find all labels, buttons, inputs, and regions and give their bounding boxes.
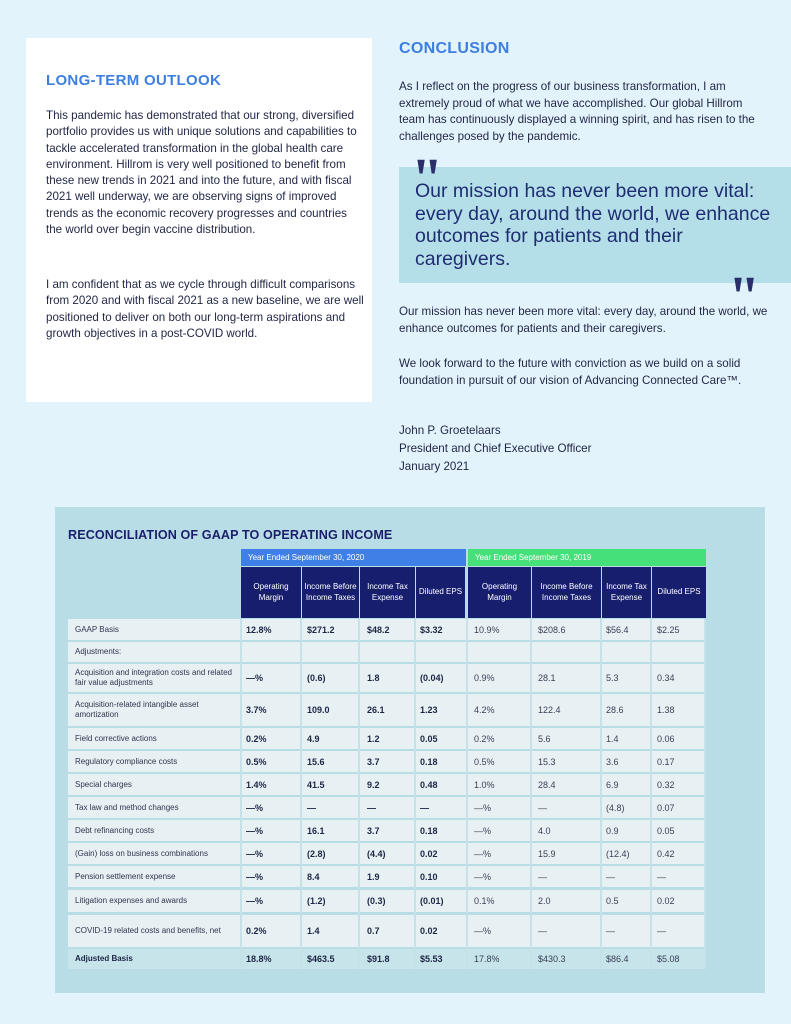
value-2019: 6.9 [606, 779, 619, 790]
value-2020: 0.18 [420, 756, 438, 767]
value-2020: 16.1 [307, 825, 325, 836]
value-2020: 0.48 [420, 779, 438, 790]
value-2020: 8.4 [307, 871, 320, 882]
value-2019: —% [474, 825, 492, 836]
value-2019: — [606, 871, 615, 882]
value-2019: 10.9% [474, 624, 500, 635]
value-2020: 0.02 [420, 848, 438, 859]
value-2019: $56.4 [606, 624, 629, 635]
value-2019: — [538, 802, 547, 813]
value-2020: 1.4% [246, 779, 267, 790]
value-2020: $463.5 [307, 954, 335, 964]
column-header: Income Tax Expense [360, 567, 415, 618]
column-divider [704, 619, 706, 969]
value-2019: $430.3 [538, 954, 566, 964]
row-label: COVID-19 related costs and benefits, net [75, 926, 221, 935]
value-2019: 1.38 [657, 705, 675, 715]
value-2019: 0.06 [657, 733, 675, 744]
column-header: Income Before Income Taxes [532, 567, 601, 618]
value-2020: 1.2 [367, 733, 380, 744]
column-header: Diluted EPS [652, 567, 706, 618]
column-divider [466, 619, 468, 969]
value-2019: $5.08 [657, 954, 680, 964]
value-2019: 1.0% [474, 779, 495, 790]
value-2019: —% [474, 871, 492, 882]
value-2019: 5.3 [606, 673, 619, 683]
value-2019: 0.34 [657, 673, 675, 683]
value-2020: 0.10 [420, 871, 438, 882]
value-2019: 0.17 [657, 756, 675, 767]
value-2019: (12.4) [606, 848, 630, 859]
value-2020: 0.18 [420, 825, 438, 836]
value-2019: 28.1 [538, 673, 556, 683]
value-2019: 1.4 [606, 733, 619, 744]
column-divider [414, 619, 416, 969]
value-2020: 1.8 [367, 673, 380, 683]
value-2019: $2.25 [657, 624, 680, 635]
value-2019: 0.5% [474, 756, 495, 767]
row-label: Pension settlement expense [75, 871, 176, 881]
conclusion-body-2: We look forward to the future with conviction as we build on a solid foundation in pursuit of our vision of Advancing Connected Care™. [399, 357, 742, 387]
value-2020: $3.32 [420, 624, 443, 635]
outlook-title: LONG-TERM OUTLOOK [46, 72, 222, 89]
value-2020: —% [246, 673, 264, 683]
value-2020: 0.05 [420, 733, 438, 744]
value-2020: — [420, 802, 429, 813]
column-header: Operating Margin [468, 567, 531, 618]
conclusion-body-1: Our mission has never been more vital: every day, around the world, we enhance outcomes for patients and their caregivers. [399, 305, 768, 335]
value-2019: 15.3 [538, 756, 556, 767]
value-2019: 0.07 [657, 802, 675, 813]
column-header: Income Tax Expense [602, 567, 651, 618]
value-2020: 0.5% [246, 756, 267, 767]
value-2020: 15.6 [307, 756, 325, 767]
value-2020: (1.2) [307, 896, 326, 906]
value-2020: 1.23 [420, 705, 438, 715]
value-2020: $91.8 [367, 954, 390, 964]
row-label: Acquisition-related intangible asset amortization [75, 700, 199, 719]
column-divider [358, 619, 360, 969]
value-2020: 41.5 [307, 779, 325, 790]
outlook-paragraph-1: This pandemic has demonstrated that our strong, diversified portfolio provides us with unique solutions and capabilities to tackle accelerated transformation in the global health care environment. Hillrom is very well positioned to benefit from these new trends in 2021 and into the future, and with fiscal 2021 well underway, we are observing signs of improved trends as the economic recovery progresses and countries the world over begin vaccine distribution. [46, 109, 357, 237]
row-label: Adjusted Basis [75, 954, 133, 963]
value-2020: $48.2 [367, 624, 390, 635]
value-2020: —% [246, 802, 264, 813]
signature-name: John P. Groetelaars [399, 424, 501, 437]
value-2019: 0.05 [657, 825, 675, 836]
value-2019: 0.2% [474, 733, 495, 744]
value-2019: 0.1% [474, 896, 495, 906]
outlook-paragraph-2: I am confident that as we cycle through difficult comparisons from 2020 and with fiscal 2021 as a new baseline, we are well positioned to deliver on both our long-term aspirations and growth objectives in a post-COVID world. [46, 278, 364, 340]
column-header: Income Before Income Taxes [302, 567, 359, 618]
row-label: Debt refinancing costs [75, 825, 155, 835]
period-header-2019: Year Ended September 30, 2019 [468, 549, 706, 566]
conclusion-title: CONCLUSION [399, 40, 510, 57]
value-2019: — [538, 871, 547, 882]
column-divider [600, 619, 602, 969]
value-2019: — [657, 871, 666, 882]
value-2020: 3.7% [246, 705, 267, 715]
value-2020: (0.01) [420, 896, 444, 906]
value-2020: (0.6) [307, 673, 326, 683]
value-2020: —% [246, 848, 264, 859]
value-2019: 4.2% [474, 705, 495, 715]
value-2019: — [538, 926, 547, 936]
value-2019: 3.6 [606, 756, 619, 767]
value-2020: $271.2 [307, 624, 335, 635]
value-2020: 18.8% [246, 954, 272, 964]
row-label: Acquisition and integration costs and related fair value adjustments [75, 668, 232, 687]
value-2020: 1.9 [367, 871, 380, 882]
value-2020: 1.4 [307, 926, 320, 936]
value-2020: 4.9 [307, 733, 320, 744]
value-2019: 0.02 [657, 896, 675, 906]
value-2020: — [367, 802, 376, 813]
value-2019: 15.9 [538, 848, 556, 859]
value-2019: —% [474, 926, 492, 936]
value-2019: 122.4 [538, 705, 561, 715]
row-label: Tax law and method changes [75, 802, 179, 812]
value-2020: —% [246, 871, 264, 882]
open-quote-icon: " [411, 146, 444, 211]
conclusion-intro: As I reflect on the progress of our business transformation, I am extremely proud of what we have accomplished. Our global Hillrom team has continuously displayed a winning spirit, and has risen to the challenges posed by the pandemic. [399, 80, 755, 143]
period-header-2020: Year Ended September 30, 2020 [241, 549, 466, 566]
value-2020: 0.7 [367, 926, 380, 936]
value-2019: 0.9 [606, 825, 619, 836]
value-2020: $5.53 [420, 954, 443, 964]
column-header: Diluted EPS [416, 567, 465, 618]
value-2019: — [657, 926, 666, 936]
row-label: Adjustments: [75, 647, 122, 656]
value-2020: 109.0 [307, 705, 330, 715]
value-2019: 5.6 [538, 733, 551, 744]
reconciliation-title: RECONCILIATION OF GAAP TO OPERATING INCOME [68, 528, 393, 542]
row-label: Field corrective actions [75, 733, 157, 743]
value-2019: —% [474, 802, 492, 813]
value-2019: 0.42 [657, 848, 675, 859]
value-2020: 0.2% [246, 733, 267, 744]
column-divider [240, 619, 242, 969]
value-2020: 3.7 [367, 756, 380, 767]
value-2019: (4.8) [606, 802, 625, 813]
close-quote-icon: " [728, 264, 761, 329]
value-2020: —% [246, 896, 264, 906]
value-2020: (4.4) [367, 848, 386, 859]
value-2019: 0.32 [657, 779, 675, 790]
value-2020: (0.04) [420, 673, 444, 683]
signature-date: January 2021 [399, 460, 470, 473]
value-2019: 28.4 [538, 779, 556, 790]
value-2019: 28.6 [606, 705, 624, 715]
column-divider [530, 619, 532, 969]
value-2019: —% [474, 848, 492, 859]
value-2020: — [307, 802, 316, 813]
value-2019: $208.6 [538, 624, 566, 635]
row-label: GAAP Basis [75, 624, 119, 634]
value-2020: 12.8% [246, 624, 272, 635]
row-label: Litigation expenses and awards [75, 896, 188, 905]
value-2020: —% [246, 825, 264, 836]
value-2019: 4.0 [538, 825, 551, 836]
value-2019: $86.4 [606, 954, 629, 964]
column-divider [300, 619, 302, 969]
column-divider [650, 619, 652, 969]
pull-quote-text: Our mission has never been more vital: every day, around the world, we enhance outcomes for patients and their caregivers. [415, 180, 771, 270]
row-label: Regulatory compliance costs [75, 756, 178, 766]
value-2020: (0.3) [367, 896, 386, 906]
value-2019: 2.0 [538, 896, 551, 906]
row-label: Special charges [75, 779, 132, 789]
signature-role: President and Chief Executive Officer [399, 442, 592, 455]
value-2019: 0.9% [474, 673, 495, 683]
value-2019: 17.8% [474, 954, 500, 964]
value-2020: 3.7 [367, 825, 380, 836]
column-header: Operating Margin [241, 567, 301, 618]
value-2020: (2.8) [307, 848, 326, 859]
value-2019: 0.5 [606, 896, 619, 906]
value-2020: 0.2% [246, 926, 267, 936]
value-2020: 26.1 [367, 705, 385, 715]
row-label: (Gain) loss on business combinations [75, 848, 208, 858]
value-2019: — [606, 926, 615, 936]
value-2020: 9.2 [367, 779, 380, 790]
value-2020: 0.02 [420, 926, 438, 936]
